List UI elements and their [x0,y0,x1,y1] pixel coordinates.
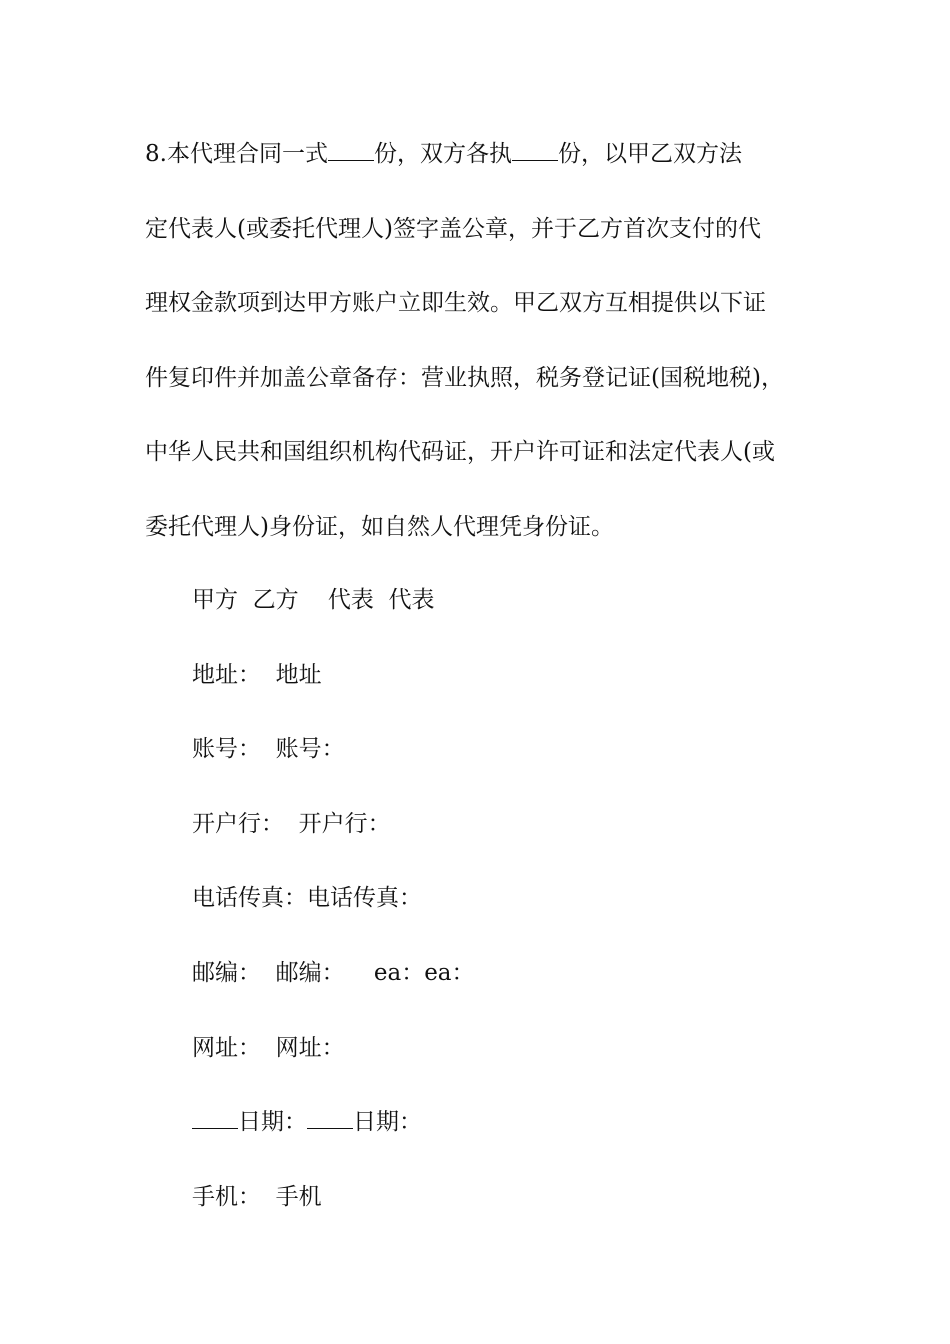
clause-line-2: 定代表人(或委托代理人)签字盖公章，并于乙方首次支付的代 [145,215,761,242]
clause-line-1 [145,117,825,192]
phone-fax-row: 电话传真：电话传真： [192,885,422,911]
copies-each-blank [512,138,558,161]
bank-row: 开户行： 开户行： [192,811,391,837]
account-row: 账号： 账号： [192,736,345,762]
clause-text: 份，以甲乙双方法 [557,141,742,167]
clause-line-5: 中华人民共和国组织机构代码证，开户许可证和法定代表人(或 [145,439,775,465]
clause-line-6: 委托代理人)身份证，如自然人代理凭身份证。 [145,513,614,540]
clause-line-3: 理权金款项到达甲方账户立即生效。甲乙双方互相提供以下证 [145,290,766,316]
mobile-row: 手机： 手机 [192,1184,322,1210]
website-row: 网址： 网址： [192,1035,345,1061]
contract-clause-8 [145,117,825,564]
date-blank-a [192,1106,238,1129]
date-label-a: 日期： [238,1109,307,1135]
clause-text: 8.本代理合同一式 [145,141,328,167]
address-row: 地址： 地址 [192,662,322,688]
date-blank-b [307,1106,353,1129]
clause-text: 份，双方各执 [373,141,512,167]
copies-total-blank [328,138,374,161]
postcode-row: 邮编： 邮编： ea：ea： [192,960,475,986]
date-label-b: 日期： [353,1109,422,1135]
date-row [192,1105,422,1139]
parties-row: 甲方 乙方 代表 代表 [192,587,435,613]
clause-line-4: 件复印件并加盖公章备存：营业执照，税务登记证(国税地税)， [145,364,784,391]
